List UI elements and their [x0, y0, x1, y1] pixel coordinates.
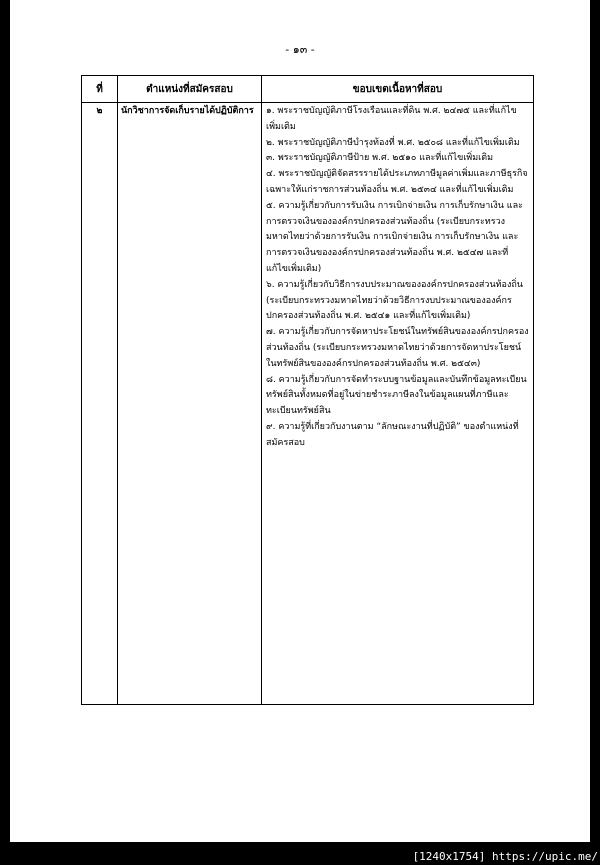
header-position: ตำแหน่งที่สมัครสอบ: [118, 76, 262, 103]
document-page: [10, 0, 590, 842]
header-scope: ขอบเขตเนื้อหาที่สอบ: [262, 76, 534, 103]
scope-list: [262, 103, 534, 705]
row-number: ๒: [82, 103, 118, 705]
scope-item: ๒. พระราชบัญญัติภาษีบำรุงท้องที่ พ.ศ. ๒๕๐๘ และที่แก้ไขเพิ่มเติม: [266, 137, 520, 148]
scope-item: ๑. พระราชบัญญัติภาษีโรงเรือนและที่ดิน พ.ศ. ๒๔๗๕ และที่แก้ไขเพิ่มเติม: [266, 106, 517, 132]
table-header-row: [82, 76, 534, 103]
header-no: ที่: [82, 76, 118, 103]
scope-item: ๖. ความรู้เกี่ยวกับวิธีการงบประมาณขององค์กรปกครองส่วนท้องถิ่น (ระเบียบกระทรวงมหาดไทยว่าด้วยวิธีการงบประมาณขององค์กรปกครองส่วนท้องถิ่น พ.ศ. ๒๕๔๑ และที่แก้ไขเพิ่มเติม): [266, 279, 523, 322]
table-row: [82, 103, 534, 705]
scope-item: ๙. ความรู้ที่เกี่ยวกับงานตาม “ลักษณะงานที่ปฏิบัติ” ของตำแหน่งที่สมัครสอบ: [266, 421, 519, 448]
scope-item: ๘. ความรู้เกี่ยวกับการจัดทำระบบฐานข้อมูลและบันทึกข้อมูลทะเบียนทรัพย์สินทั้งหมดที่อยู่ในข่ายชำระภาษีลงในข้อมูลแผนที่ภาษีและทะเบียนทรัพย์สิน: [266, 374, 527, 417]
position-title: นักวิชาการจัดเก็บรายได้ปฏิบัติการ: [118, 103, 262, 705]
page-number: - ๑๓ -: [285, 43, 315, 56]
scope-item: ๔. พระราชบัญญัติจัดสรรรายได้ประเภทภาษีมูลค่าเพิ่มและภาษีธุรกิจเฉพาะให้แก่ราชการส่วนท้องถิ่น พ.ศ. ๒๕๓๔ และที่แก้ไขเพิ่มเติม: [266, 169, 528, 195]
scope-item: ๓. พระราชบัญญัติภาษีป้าย พ.ศ. ๒๕๑๐ และที่แก้ไขเพิ่มเติม: [266, 153, 494, 164]
exam-scope-table: [81, 75, 534, 705]
scope-item: ๕. ความรู้เกี่ยวกับการรับเงิน การเบิกจ่ายเงิน การเก็บรักษาเงิน และการตรวจเงินขององค์กรปกครองส่วนท้องถิ่น (ระเบียบกระทรวงมหาดไทยว่าด้วยการรับเงิน การเบิกจ่ายเงิน การเก็บรักษาเงิน และการตรวจเงินขององค์กรปกครองส่วนท้องถิ่น พ.ศ. ๒๕๔๗ และที่แก้ไขเพิ่มเติม): [266, 200, 523, 274]
image-host-watermark: [1240x1754] https://upic.me/: [412, 850, 598, 863]
scope-item: ๗. ความรู้เกี่ยวกับการจัดหาประโยชน์ในทรัพย์สินขององค์กรปกครองส่วนท้องถิ่น (ระเบียบกระทรวงมหาดไทยว่าด้วยการจัดหาประโยชน์ในทรัพย์สินขององค์กรปกครองส่วนท้องถิ่น พ.ศ. ๒๕๔๓): [266, 327, 529, 369]
